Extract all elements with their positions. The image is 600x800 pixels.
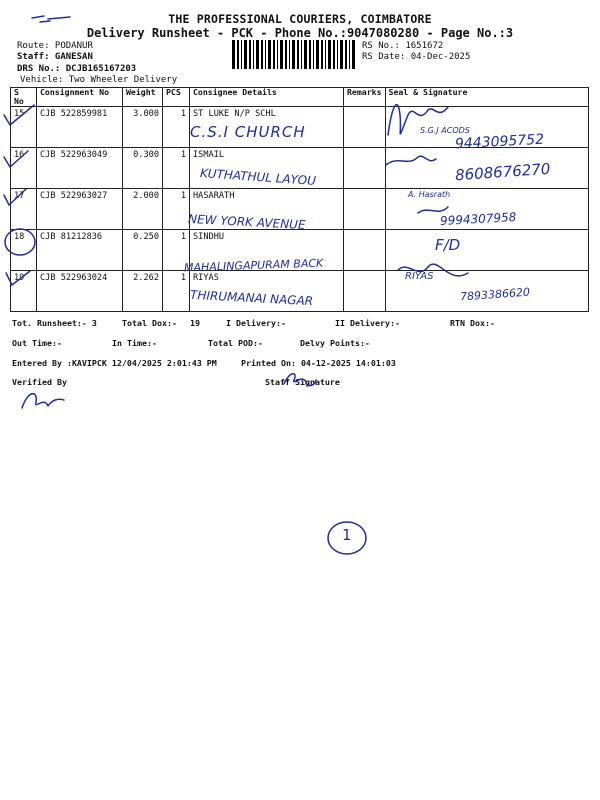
barcode-bar [313,40,314,69]
row-pcs: 1 [163,107,190,148]
verified-signature [18,388,68,413]
row-weight: 0.300 [123,148,163,189]
row-consignment: CJB 81212836 [37,230,123,271]
row-consignee: HASARATH [190,189,344,230]
hand-sign-19: RIYAS [405,271,434,282]
row-weight: 3.000 [123,107,163,148]
row-consignment: CJB 522963024 [37,271,123,312]
row-consignee: ST LUKE N/P SCHL [190,107,344,148]
rs-date-line: RS Date: 04-Dec-2025 [362,52,471,62]
row-weight: 2.262 [123,271,163,312]
staff-signature: Staff Signature [265,377,340,387]
barcode-bar [244,40,247,69]
entered-by: Entered By :KAVIPCK 12/04/2025 2:01:43 PM [12,358,217,368]
col-sno: S No [11,88,37,107]
barcode-bar [309,40,311,69]
col-pcs: PCS [163,88,190,107]
col-seal-signature: Seal & Signature [385,88,588,107]
staff-line: Staff: GANESAN [17,52,93,62]
tick-marks [0,95,40,305]
row-pcs: 1 [163,148,190,189]
barcode-bar [241,40,242,69]
barcode-bar [232,40,235,69]
hand-sign-17: A. Hasrath [408,190,451,199]
i-delivery: I Delivery:- [226,318,286,328]
staff-signature-scribble [280,368,320,394]
barcode-bar [340,40,343,69]
col-remarks: Remarks [344,88,386,107]
verified-by: Verified By [12,377,67,387]
row-pcs: 1 [163,271,190,312]
row-pcs: 1 [163,230,190,271]
barcode-bar [292,40,295,69]
barcode-bar [289,40,290,69]
barcode-bar [253,40,254,69]
hand-address-19: THIRUMANAI NAGAR [189,287,314,309]
hand-address-17: NEW YORK AVENUE [187,211,306,233]
company-title: THE PROFESSIONAL COURIERS, COIMBATORE [168,12,432,26]
barcode-bar [249,40,251,69]
barcode-bar [277,40,278,69]
barcode-bar [280,40,283,69]
total-dox-value: 19 [190,318,200,328]
runsheet-subtitle: Delivery Runsheet - PCK - Phone No.:9047080280 - Page No.:3 [86,26,514,40]
row-consignee: ISMAIL [190,148,344,189]
row-consignee: SINDHU [190,230,344,271]
total-pod: Total POD:- [208,338,263,348]
barcode-bar [304,40,307,69]
barcode-bar [337,40,338,69]
barcode-bar [297,40,299,69]
row-sno: 19 [11,271,37,312]
circled-number-text: 1 [342,526,352,544]
drs-line: DRS No.: DCJB165167203 [17,64,137,74]
printed-on: Printed On: 04-12-2025 14:01:03 [241,358,396,368]
barcode-bar [316,40,319,69]
tot-runsheet: Tot. Runsheet:- 3 [12,318,97,328]
total-dox-label: Total Dox:- [122,318,177,328]
hand-phone-19: 7893386620 [459,285,531,304]
barcode-bar [321,40,323,69]
rtn-dox: RTN Dox:- [450,318,495,328]
barcode-bar [352,40,355,69]
barcode [232,40,357,69]
hand-address-16: KUTHATHUL LAYOU [199,165,317,189]
col-consignment: Consignment No [37,88,123,107]
barcode-bar [268,40,271,69]
col-consignee: Consignee Details [190,88,344,107]
route-line: Route: PODANUR [17,41,93,51]
barcode-bar [285,40,287,69]
hand-address-15: C.S.I CHURCH [190,123,306,141]
barcode-bar [256,40,259,69]
row-sno: 16 [11,148,37,189]
row-sno: 17 [11,189,37,230]
hand-phone-18: F/D [435,236,461,254]
vehicle-line: Vehicle: Two Wheeler Delivery [20,75,178,85]
row-weight: 2.000 [123,189,163,230]
hand-phone-17: 9994307958 [439,210,517,228]
barcode-bar [325,40,326,69]
hand-phone-15: 9443095752 [454,131,545,153]
barcode-bar [273,40,275,69]
hand-address-18: MAHALINGAPURAM BACK [183,256,324,275]
hand-sign-15: S.G.J ACODS [420,126,470,135]
row-weight: 0.250 [123,230,163,271]
row-consignment: CJB 522859981 [37,107,123,148]
barcode-bar [333,40,335,69]
signature-scribbles [378,95,588,315]
row-sno: 15 [11,107,37,148]
row-consignee: RIYAS [190,271,344,312]
barcode-bar [328,40,331,69]
barcode-bar [265,40,266,69]
row-consignment: CJB 522963027 [37,189,123,230]
delvy-points: Delvy Points:- [300,338,370,348]
barcode-bar [261,40,263,69]
col-weight: Weight [123,88,163,107]
row-consignment: CJB 522963049 [37,148,123,189]
out-time: Out Time:- [12,338,62,348]
ii-delivery: II Delivery:- [335,318,400,328]
row-pcs: 1 [163,189,190,230]
hand-phone-16: 8608676270 [454,159,551,185]
row-sno: 18 [11,230,37,271]
barcode-bar [237,40,239,69]
barcode-bar [349,40,350,69]
barcode-bar [301,40,302,69]
barcode-bar [345,40,347,69]
rs-no-line: RS No.: 1651672 [362,41,444,51]
in-time: In Time:- [112,338,157,348]
